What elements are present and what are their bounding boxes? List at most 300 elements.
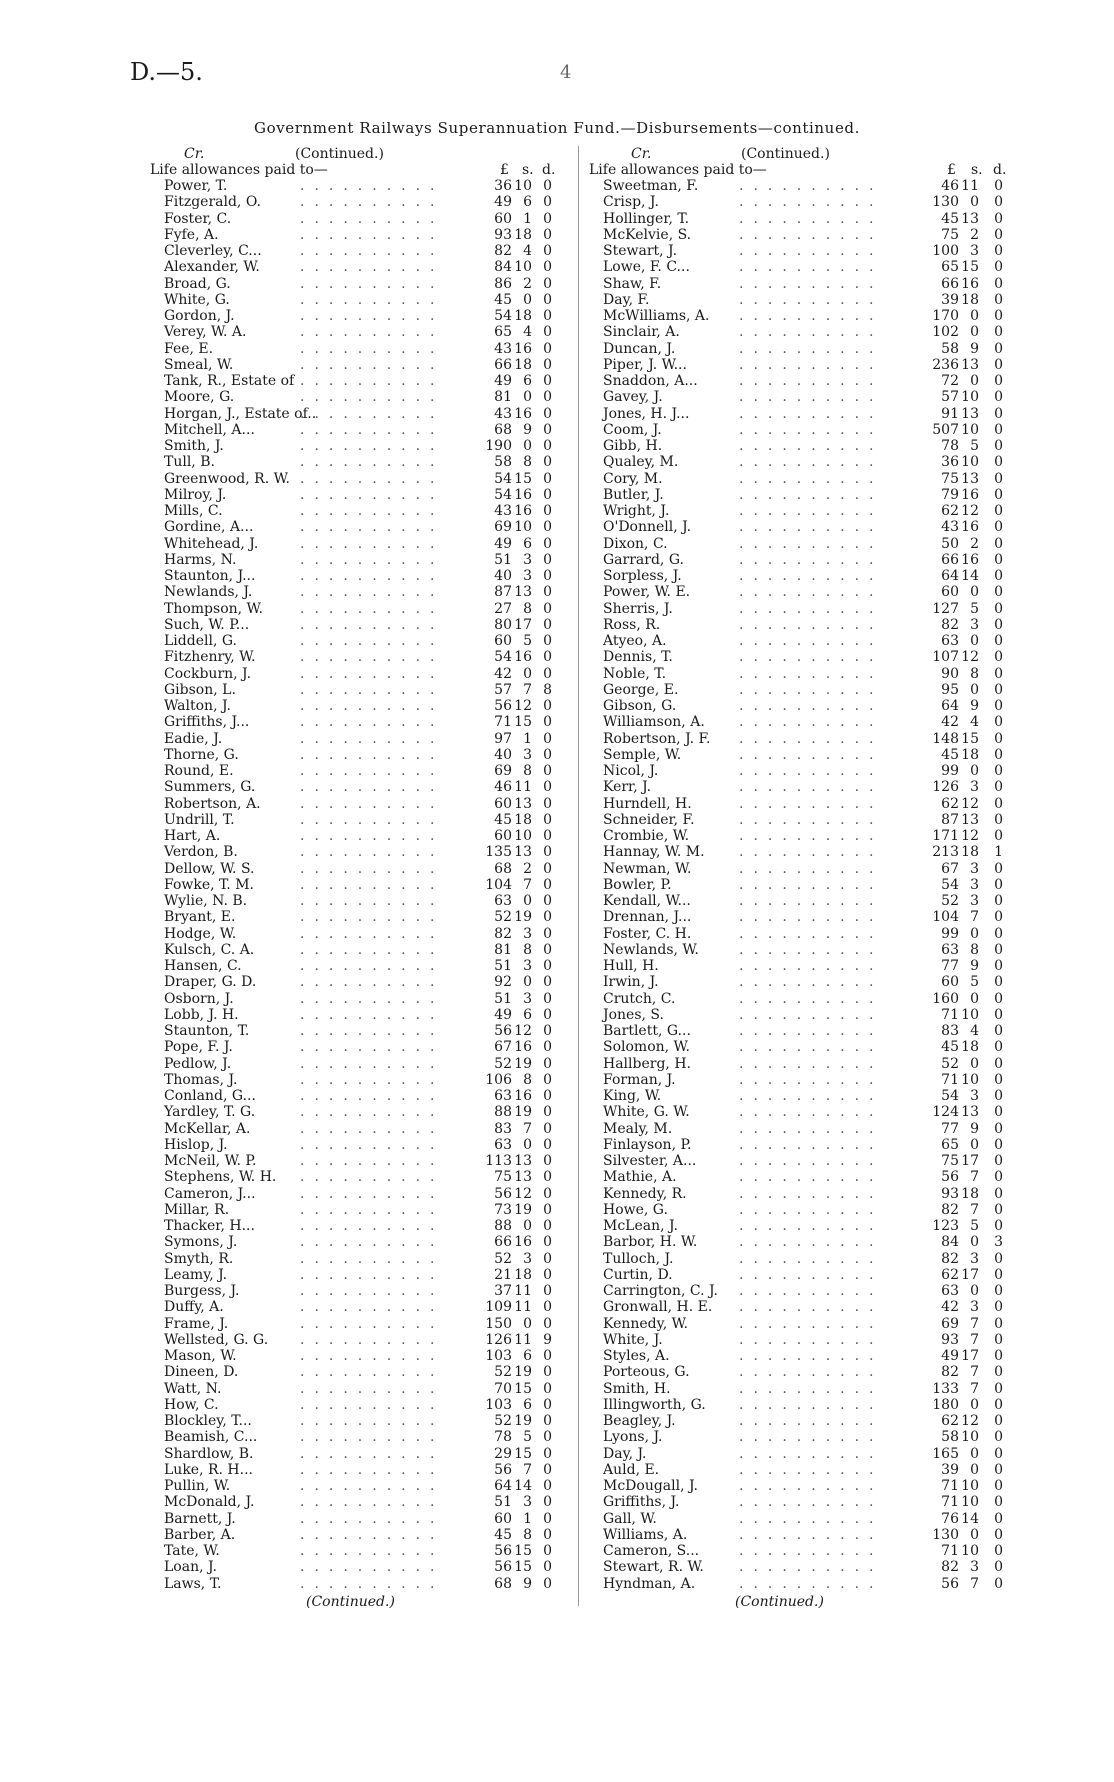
amount-shillings: 19: [514, 1055, 532, 1072]
amount-shillings: 0: [970, 194, 979, 211]
payee-name: Tulloch, J.: [603, 1250, 674, 1267]
amount-pounds: 63: [941, 1283, 959, 1299]
leader-dots: ..........: [300, 226, 445, 243]
ledger-row: [589, 1153, 1019, 1169]
leader-dots: ..........: [739, 178, 884, 194]
payee-name: Cory, M.: [603, 470, 663, 487]
ledger-row: [589, 812, 1019, 828]
amount-pounds: 123: [932, 1218, 959, 1234]
ledger-row: [589, 1104, 1019, 1120]
ledger-row: [150, 666, 570, 682]
payee-name: Stewart, J.: [603, 243, 678, 259]
amount-pence: 0: [543, 616, 552, 633]
amount-pence: 0: [543, 421, 552, 438]
leader-dots: ..........: [739, 1331, 884, 1348]
amount-shillings: 0: [970, 1526, 979, 1543]
payee-name: Hurndell, H.: [603, 795, 692, 812]
amount-pence: 0: [543, 698, 552, 714]
amount-shillings: 0: [970, 1396, 979, 1413]
amount-pence: 1: [994, 844, 1003, 861]
leader-dots: ..........: [300, 600, 445, 617]
leader-dots: ..........: [300, 1120, 445, 1137]
amount-shillings: 14: [514, 1478, 532, 1494]
ledger-row: [589, 438, 1019, 454]
amount-shillings: 0: [970, 1445, 979, 1462]
payee-name: Smith, H.: [603, 1380, 671, 1397]
payee-name: Tate, W.: [164, 1543, 220, 1559]
amount-pence: 0: [994, 1364, 1003, 1381]
amount-shillings: 14: [961, 568, 979, 584]
payee-name: Kennedy, W.: [603, 1315, 688, 1332]
amount-shillings: 9: [970, 1120, 979, 1137]
amount-pounds: 190: [485, 438, 512, 454]
amount-shillings: 16: [961, 275, 979, 292]
amount-pounds: 67: [494, 1039, 512, 1056]
amount-pounds: 102: [932, 324, 959, 341]
continued-footer: [150, 1592, 570, 1612]
amount-pence: 0: [994, 1120, 1003, 1137]
payee-name: Coom, J.: [603, 421, 662, 438]
pounds-header: £: [947, 162, 956, 178]
amount-shillings: 17: [961, 1348, 979, 1364]
amount-pence: 0: [994, 828, 1003, 844]
leader-dots: ..........: [739, 1234, 884, 1251]
payee-name: Smeal, W.: [164, 356, 234, 373]
amount-shillings: 7: [523, 1120, 532, 1137]
amount-pounds: 65: [941, 259, 959, 276]
amount-pence: 0: [994, 1494, 1003, 1511]
amount-shillings: 18: [514, 1266, 532, 1283]
amount-pounds: 93: [494, 226, 512, 243]
amount-pounds: 42: [494, 665, 512, 682]
amount-shillings: 13: [961, 811, 979, 828]
amount-pence: 0: [543, 1218, 552, 1234]
amount-pounds: 95: [941, 681, 959, 698]
ledger-row: [150, 1056, 570, 1072]
ledger-row: [589, 666, 1019, 682]
payee-name: Mills, C.: [164, 503, 223, 519]
payee-name: Crombie, W.: [603, 828, 690, 844]
payee-name: Kulsch, C. A.: [164, 941, 255, 958]
amount-pounds: 45: [494, 811, 512, 828]
amount-shillings: 0: [970, 1461, 979, 1478]
ledger-row: [589, 454, 1019, 470]
amount-shillings: 3: [970, 1559, 979, 1576]
amount-shillings: 9: [523, 1575, 532, 1592]
amount-pounds: 56: [941, 1575, 959, 1592]
ledger-row: [150, 1381, 570, 1397]
payee-name: Fee, E.: [164, 340, 214, 357]
continued-footer-label: (Continued.): [735, 1593, 824, 1610]
amount-shillings: 4: [970, 714, 979, 731]
amount-pounds: 77: [941, 1120, 959, 1137]
amount-shillings: 3: [523, 990, 532, 1007]
amount-pence: 0: [543, 1055, 552, 1072]
payee-name: Such, W. P...: [164, 616, 250, 633]
amount-pounds: 56: [494, 1461, 512, 1478]
payee-name: Yardley, T. G.: [164, 1104, 256, 1121]
leader-dots: ..........: [739, 389, 884, 406]
leader-dots: ..........: [300, 1299, 445, 1316]
leader-dots: ..........: [739, 974, 884, 991]
leader-dots: ..........: [300, 681, 445, 698]
amount-shillings: 13: [514, 1169, 532, 1186]
amount-pence: 0: [543, 958, 552, 974]
amount-pounds: 21: [494, 1266, 512, 1283]
amount-pence: 0: [543, 746, 552, 763]
amount-shillings: 7: [970, 1364, 979, 1381]
amount-pence: 0: [543, 1526, 552, 1543]
amount-pounds: 60: [941, 584, 959, 601]
amount-shillings: 16: [514, 1088, 532, 1104]
amount-pounds: 69: [494, 519, 512, 536]
amount-pence: 0: [543, 1023, 552, 1039]
leader-dots: ..........: [739, 194, 884, 211]
amount-shillings: 7: [970, 1331, 979, 1348]
amount-shillings: 5: [970, 438, 979, 454]
ledger-row: [150, 227, 570, 243]
leader-dots: ..........: [300, 1461, 445, 1478]
amount-pounds: 45: [941, 1039, 959, 1056]
amount-pounds: 64: [941, 698, 959, 714]
amount-shillings: 10: [514, 519, 532, 536]
amount-pence: 0: [994, 389, 1003, 406]
leader-dots: ..........: [300, 1396, 445, 1413]
amount-pence: 0: [543, 1494, 552, 1511]
amount-shillings: 7: [970, 1380, 979, 1397]
amount-pounds: 92: [494, 974, 512, 991]
amount-shillings: 3: [970, 243, 979, 259]
amount-shillings: 13: [514, 1153, 532, 1169]
amount-pounds: 66: [941, 551, 959, 568]
ledger-row: [589, 389, 1019, 405]
leader-dots: ..........: [300, 243, 445, 259]
leader-dots: ..........: [300, 1006, 445, 1023]
ledger-row: [150, 926, 570, 942]
amount-shillings: 3: [523, 568, 532, 584]
ledger-row: [150, 714, 570, 730]
ledger-row: [150, 389, 570, 405]
leader-dots: ..........: [739, 503, 884, 519]
amount-pence: 0: [543, 828, 552, 844]
ledger-row: [589, 1397, 1019, 1413]
leader-dots: ..........: [300, 1494, 445, 1511]
amount-pence: 0: [994, 1136, 1003, 1153]
payee-name: Mealy, M.: [603, 1120, 673, 1137]
amount-pence: 0: [543, 1575, 552, 1592]
payee-name: Robertson, A.: [164, 795, 261, 812]
payee-name: Kennedy, R.: [603, 1185, 687, 1202]
payee-name: Newman, W.: [603, 860, 692, 877]
amount-shillings: 7: [970, 1201, 979, 1218]
amount-shillings: 4: [523, 324, 532, 341]
leader-dots: ..........: [739, 259, 884, 276]
amount-shillings: 19: [514, 1413, 532, 1429]
ledger-row: [589, 471, 1019, 487]
amount-pence: 0: [543, 1234, 552, 1251]
amount-pence: 8: [543, 681, 552, 698]
amount-pounds: 81: [494, 389, 512, 406]
payee-name: Mathie, A.: [603, 1169, 677, 1186]
ledger-row: [589, 227, 1019, 243]
ledger-row: [589, 308, 1019, 324]
amount-pence: 0: [543, 1380, 552, 1397]
amount-pence: 0: [543, 535, 552, 552]
ledger-row: [589, 292, 1019, 308]
amount-pence: 0: [994, 714, 1003, 731]
leader-dots: ..........: [300, 828, 445, 844]
ledger-row: [150, 1397, 570, 1413]
amount-pounds: 93: [941, 1331, 959, 1348]
leader-dots: ..........: [739, 291, 884, 308]
amount-shillings: 15: [514, 1445, 532, 1462]
amount-pence: 0: [994, 763, 1003, 779]
leader-dots: ..........: [739, 779, 884, 796]
payee-name: Pedlow, J.: [164, 1055, 232, 1072]
ledger-row: [150, 796, 570, 812]
amount-pounds: 63: [941, 633, 959, 649]
amount-shillings: 12: [514, 698, 532, 714]
amount-pounds: 62: [941, 795, 959, 812]
ledger-row: [150, 1218, 570, 1234]
ledger-row: [150, 1283, 570, 1299]
amount-pounds: 51: [494, 958, 512, 974]
ledger-row: [589, 926, 1019, 942]
payee-name: Newlands, J.: [164, 584, 253, 601]
ledger-row: [150, 211, 570, 227]
ledger-row: [589, 1283, 1019, 1299]
amount-shillings: 13: [514, 584, 532, 601]
ledger-row: [150, 1234, 570, 1250]
amount-pounds: 127: [932, 600, 959, 617]
amount-shillings: 3: [970, 1299, 979, 1316]
leader-dots: ..........: [739, 1185, 884, 1202]
amount-pence: 0: [543, 1315, 552, 1332]
payee-name: Piper, J. W...: [603, 356, 687, 373]
amount-pounds: 56: [494, 1185, 512, 1202]
amount-shillings: 16: [514, 649, 532, 666]
amount-shillings: 16: [514, 1234, 532, 1251]
amount-pounds: 63: [494, 893, 512, 909]
amount-pence: 0: [543, 486, 552, 503]
leader-dots: ..........: [739, 1380, 884, 1397]
leader-dots: ..........: [300, 1153, 445, 1169]
column-head: [589, 146, 1019, 162]
amount-shillings: 18: [961, 1039, 979, 1056]
column-subhead: [150, 162, 570, 178]
amount-pence: 0: [994, 194, 1003, 211]
payee-name: Williamson, A.: [603, 714, 705, 731]
payee-name: Cockburn, J.: [164, 665, 252, 682]
amount-pounds: 56: [494, 1559, 512, 1576]
payee-name: Duffy, A.: [164, 1299, 224, 1316]
leader-dots: ..........: [739, 811, 884, 828]
leader-dots: ..........: [300, 1283, 445, 1299]
ledger-row: [150, 1267, 570, 1283]
amount-shillings: 6: [523, 194, 532, 211]
amount-shillings: 10: [961, 1429, 979, 1446]
amount-shillings: 0: [970, 925, 979, 942]
ledger-row: [150, 1104, 570, 1120]
amount-pounds: 62: [941, 503, 959, 519]
amount-pence: 0: [994, 876, 1003, 893]
amount-pounds: 54: [941, 1088, 959, 1104]
amount-shillings: 13: [961, 405, 979, 422]
amount-pounds: 82: [941, 616, 959, 633]
amount-shillings: 8: [523, 941, 532, 958]
ledger-row: [589, 763, 1019, 779]
amount-shillings: 9: [523, 421, 532, 438]
amount-shillings: 3: [970, 1088, 979, 1104]
payee-name: Shaw, F.: [603, 275, 662, 292]
amount-pounds: 66: [494, 356, 512, 373]
leader-dots: ..........: [739, 746, 884, 763]
amount-pence: 0: [543, 243, 552, 259]
ledger-row: [589, 1413, 1019, 1429]
leader-dots: ..........: [739, 795, 884, 812]
payee-name: Undrill, T.: [164, 811, 235, 828]
amount-pence: 0: [994, 600, 1003, 617]
amount-pence: 0: [543, 178, 552, 194]
payee-name: Conland, G...: [164, 1088, 256, 1104]
amount-shillings: 2: [970, 535, 979, 552]
amount-pence: 0: [994, 1348, 1003, 1364]
amount-pounds: 29: [494, 1445, 512, 1462]
payee-name: McWilliams, A.: [603, 308, 710, 324]
payee-name: Styles, A.: [603, 1348, 670, 1364]
ledger-row: [150, 259, 570, 275]
payee-name: Dennis, T.: [603, 649, 673, 666]
payee-name: Symons, J.: [164, 1234, 238, 1251]
ledger-row: [589, 1121, 1019, 1137]
amount-pounds: 148: [932, 730, 959, 747]
ledger-row: [150, 1023, 570, 1039]
amount-pence: 0: [994, 1478, 1003, 1494]
payee-name: Lobb, J. H.: [164, 1006, 239, 1023]
ledger-row: [150, 1039, 570, 1055]
amount-pounds: 82: [494, 925, 512, 942]
amount-pence: 0: [994, 941, 1003, 958]
leader-dots: ..........: [300, 633, 445, 649]
amount-pence: 0: [543, 990, 552, 1007]
payee-name: Curtin, D.: [603, 1266, 673, 1283]
amount-pounds: 65: [941, 1136, 959, 1153]
amount-pence: 0: [994, 974, 1003, 991]
payee-name: McKellar, A.: [164, 1120, 251, 1137]
payee-name: Tank, R., Estate of: [164, 373, 295, 389]
amount-pounds: 81: [494, 941, 512, 958]
amount-pounds: 46: [494, 779, 512, 796]
amount-shillings: 2: [523, 275, 532, 292]
amount-pounds: 49: [494, 1006, 512, 1023]
amount-shillings: 0: [523, 1315, 532, 1332]
leader-dots: ..........: [739, 356, 884, 373]
amount-pounds: 46: [941, 178, 959, 194]
ledger-row: [150, 1413, 570, 1429]
leader-dots: ..........: [739, 1315, 884, 1332]
payee-name: Irwin, J.: [603, 974, 659, 991]
amount-pounds: 82: [941, 1201, 959, 1218]
ledger-row: [589, 1007, 1019, 1023]
payee-name: Silvester, A...: [603, 1153, 697, 1169]
amount-pounds: 49: [494, 194, 512, 211]
payee-name: Luke, R. H...: [164, 1461, 253, 1478]
payee-name: Howe, G.: [603, 1201, 668, 1218]
ledger-row: [589, 519, 1019, 535]
amount-shillings: 3: [523, 551, 532, 568]
amount-shillings: 15: [514, 470, 532, 487]
amount-pence: 0: [994, 438, 1003, 454]
amount-pence: 0: [543, 324, 552, 341]
ledger-row: [589, 698, 1019, 714]
amount-shillings: 17: [961, 1153, 979, 1169]
payee-name: Williams, A.: [603, 1526, 688, 1543]
amount-pounds: 42: [941, 714, 959, 731]
amount-shillings: 3: [523, 958, 532, 974]
amount-pounds: 93: [941, 1185, 959, 1202]
amount-pence: 0: [543, 210, 552, 227]
amount-pence: 0: [994, 405, 1003, 422]
payee-name: Wylie, N. B.: [164, 893, 248, 909]
payee-name: Wright, J.: [603, 503, 670, 519]
payee-name: Day, J.: [603, 1445, 647, 1462]
amount-pounds: 68: [494, 421, 512, 438]
payee-name: Finlayson, P.: [603, 1136, 692, 1153]
amount-pounds: 39: [941, 291, 959, 308]
amount-pence: 0: [543, 308, 552, 324]
amount-shillings: 0: [970, 763, 979, 779]
payee-name: Wellsted, G. G.: [164, 1331, 269, 1348]
amount-shillings: 16: [961, 519, 979, 536]
amount-pounds: 90: [941, 665, 959, 682]
amount-pounds: 75: [941, 1153, 959, 1169]
amount-pence: 0: [994, 1039, 1003, 1056]
payee-name: Barnett, J.: [164, 1510, 236, 1527]
amount-pence: 0: [994, 1445, 1003, 1462]
ledger-row: [150, 601, 570, 617]
leader-dots: ..........: [300, 876, 445, 893]
payee-name: Griffiths, J...: [164, 714, 250, 731]
payee-name: O'Donnell, J.: [603, 519, 692, 536]
amount-pence: 0: [543, 633, 552, 649]
leader-dots: ..........: [300, 714, 445, 731]
amount-pence: 0: [543, 779, 552, 796]
amount-shillings: 6: [523, 535, 532, 552]
ledger-row: [589, 243, 1019, 259]
continued-heading: (Continued.): [295, 146, 384, 162]
leader-dots: ..........: [739, 421, 884, 438]
amount-pounds: 63: [494, 1136, 512, 1153]
amount-pounds: 71: [941, 1071, 959, 1088]
amount-shillings: 3: [970, 893, 979, 909]
amount-shillings: 3: [970, 616, 979, 633]
amount-pence: 0: [543, 941, 552, 958]
ledger-row: [150, 1153, 570, 1169]
payee-name: Burgess, J.: [164, 1283, 240, 1299]
amount-pounds: 27: [494, 600, 512, 617]
payee-name: Beagley, J.: [603, 1413, 676, 1429]
ledger-row: [589, 877, 1019, 893]
ledger-row: [589, 341, 1019, 357]
amount-pounds: 52: [494, 1413, 512, 1429]
amount-pence: 0: [994, 470, 1003, 487]
leader-dots: ..........: [739, 1526, 884, 1543]
leader-dots: ..........: [739, 470, 884, 487]
payee-name: Hart, A.: [164, 828, 221, 844]
leader-dots: ..........: [300, 1559, 445, 1576]
ledger-row: [150, 373, 570, 389]
amount-pence: 0: [994, 616, 1003, 633]
